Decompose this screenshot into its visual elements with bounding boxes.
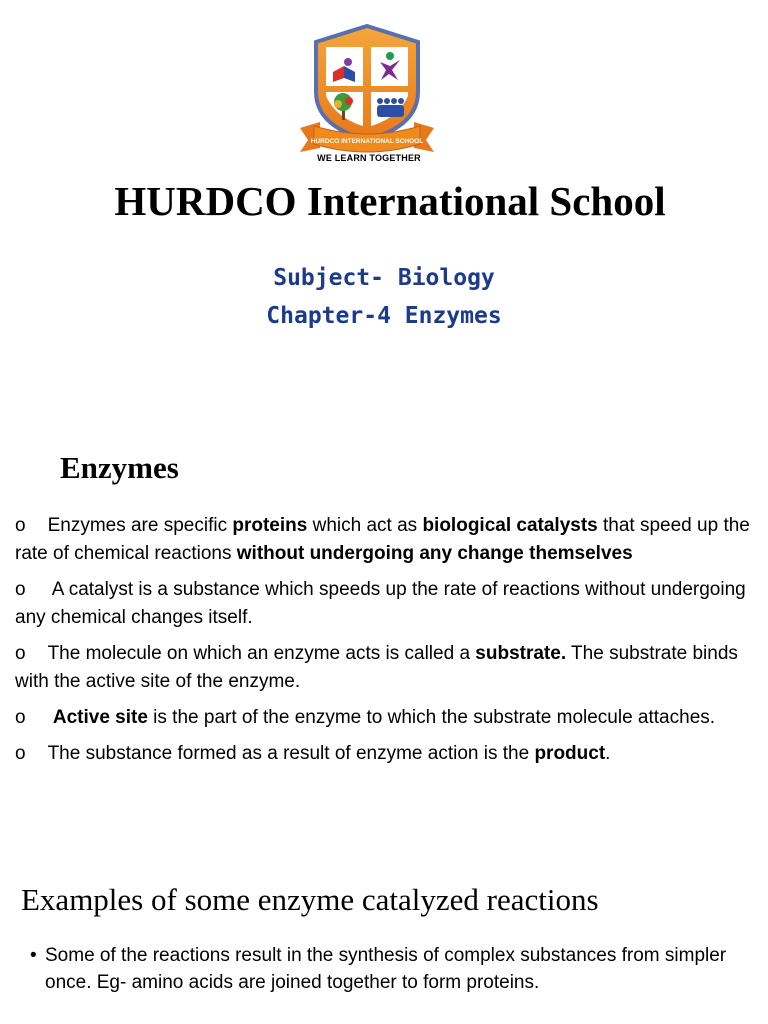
- bold-term: without undergoing any change themselves: [236, 543, 633, 564]
- bold-term: Active site: [52, 707, 148, 728]
- bold-term: product: [534, 743, 606, 764]
- bullet-text: which act as: [307, 515, 423, 536]
- bullet-text: is the part of the enzyme to which the substrate molecule attaches.: [147, 707, 716, 728]
- bullet-marker: o: [15, 579, 26, 600]
- school-crest-logo: [296, 22, 438, 166]
- bullet-text: that speed up the rate of chemical reactions: [15, 515, 750, 564]
- bullet-text: Enzymes are specific: [47, 515, 233, 536]
- bullet-dot: •: [30, 945, 37, 966]
- bullet-marker: o: [15, 743, 26, 764]
- section-title: Enzymes: [60, 450, 179, 485]
- school-name: HURDCO International School: [114, 178, 666, 224]
- bullet-point: [15, 512, 760, 568]
- enzyme-bullet-list: [15, 512, 760, 776]
- bullet-point: [15, 576, 760, 632]
- bold-term: substrate.: [475, 643, 567, 664]
- bold-term: biological catalysts: [422, 515, 598, 536]
- example-text: Some of the reactions result in the synthesis of complex substances from simpler once. Eg- amino acids are joined together to form proteins.: [45, 945, 727, 993]
- examples-bullet-list: [30, 942, 760, 996]
- bullet-text: The substance formed as a result of enzyme action is the: [47, 743, 535, 764]
- bullet-text: .: [605, 743, 611, 764]
- bullet-marker: o: [15, 515, 26, 536]
- example-list-item: [30, 942, 760, 996]
- logo-ribbon-text: HURDCO INTERNATIONAL SCHOOL: [310, 138, 424, 145]
- bullet-point: [15, 740, 760, 768]
- bullet-marker: o: [15, 707, 26, 728]
- bullet-point: [15, 640, 760, 696]
- subject-line: Subject- Biology: [273, 265, 495, 291]
- bullet-text: The substrate binds with the active site of the enzyme.: [15, 643, 738, 692]
- examples-title: Examples of some enzyme catalyzed reactions: [21, 882, 599, 917]
- bullet-text: A catalyst is a substance which speeds up the rate of reactions without undergoing any chemical changes itself.: [15, 579, 746, 628]
- chapter-line: Chapter-4 Enzymes: [266, 303, 502, 329]
- bullet-marker: o: [15, 643, 26, 664]
- bold-term: proteins: [232, 515, 308, 536]
- bullet-text: The molecule on which an enzyme acts is called a: [47, 643, 476, 664]
- school-tagline: WE LEARN TOGETHER: [317, 153, 421, 163]
- bullet-point: [15, 704, 760, 732]
